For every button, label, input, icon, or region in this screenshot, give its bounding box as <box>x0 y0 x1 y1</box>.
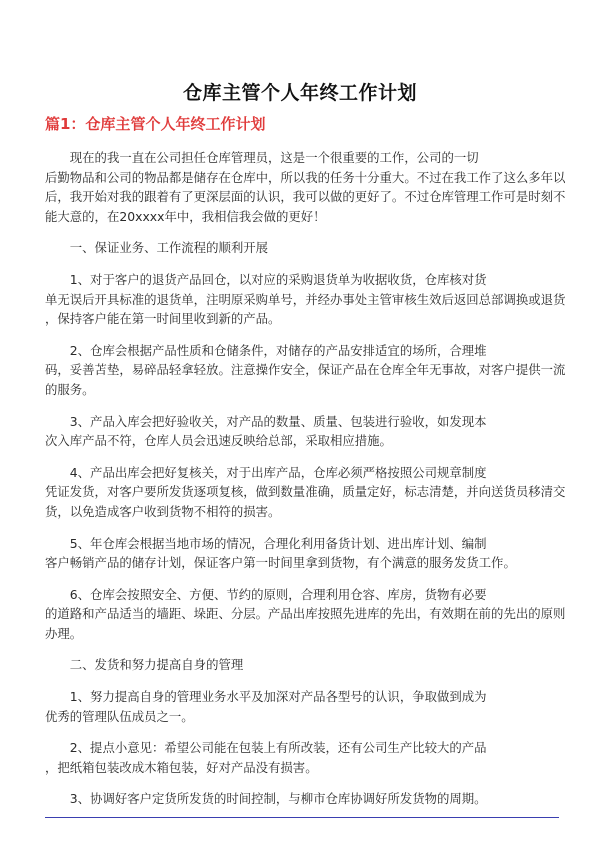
text-line: 办理。 <box>45 625 83 641</box>
text-line: ，把纸箱包装改成木箱包装，好对产品没有损害。 <box>45 759 318 775</box>
text-line: 一、保证业务、工作流程的顺利开展 <box>45 240 269 256</box>
section-heading <box>45 655 559 675</box>
text-line: 现在的我一直在公司担任仓库管理员，这是一个很重要的工作，公司的一切 <box>45 150 479 165</box>
text-line: 6、仓库会按照安全、方便、节约的原则，合理利用仓容、库房，货物有必要 <box>45 586 487 602</box>
text-line: 客户畅销产品的储存计划，保证客户第一时间里拿到货物，有个满意的服务发货工作。 <box>45 555 516 571</box>
text-line: 2、仓库会根据产品性质和仓储条件，对储存的产品安排适宜的场所，合理堆 <box>45 342 487 358</box>
text-line: 1、努力提高自身的管理业务水平及加深对产品各型号的认识，争取做到成为 <box>45 689 487 705</box>
text-line: 次入库产品不符，仓库人员会迅速反映给总部，采取相应措施。 <box>45 433 392 449</box>
paragraph <box>45 341 566 400</box>
text-line: 后勤物品和公司的物品都是储存在仓库中，所以我的任务十分重大。不过在我工作了这么多年以 <box>45 169 566 185</box>
text-line: 3、协调好客户定货所发货的时间控制，与柳市仓库协调好所发货物的周期。 <box>45 791 487 807</box>
section-subtitle: 篇1：仓库主管个人年终工作计划 <box>45 115 266 133</box>
paragraph <box>45 270 566 329</box>
text-line: ，保持客户能在第一时间里收到新的产品。 <box>45 311 281 327</box>
text-line: 码，妥善苫垫，易碎品轻拿轻放。注意操作安全，保证产品在仓库全年无事故，对客户提供一流 <box>45 362 566 378</box>
paragraph <box>45 687 559 726</box>
section-heading <box>45 238 559 258</box>
text-line: 2、提点小意见：希望公司能在包装上有所改装，还有公司生产比较大的产品 <box>45 740 487 756</box>
text-line: 单无误后开具标准的退货单，注明原采购单号，并经办事处主管审核生效后返回总部调换或退货 <box>45 291 566 307</box>
text-line: 能大意的，在20xxxx年中，我相信我会做的更好！ <box>45 208 326 224</box>
paragraph <box>45 789 559 809</box>
text-line: 的服务。 <box>45 381 95 397</box>
paragraph <box>45 412 559 451</box>
footer-rule <box>45 817 559 818</box>
text-line: 3、产品入库会把好验收关，对产品的数量、质量、包装进行验收，如发现本 <box>45 413 487 429</box>
document-body <box>45 148 566 821</box>
text-line: 的道路和产品适当的墙距、垛距、分层。产品出库按照先进库的先出，有效期在前的先出的原则 <box>45 606 566 622</box>
paragraph <box>45 738 559 777</box>
page-title: 仓库主管个人年终工作计划 <box>182 82 417 104</box>
text-line: 优秀的管理队伍成员之一。 <box>45 708 194 724</box>
text-line: 后，我开始对我的跟着有了更深层面的认识，我可以做的更好了。不过仓库管理工作可是时刻不 <box>45 189 566 205</box>
text-line: 4、产品出库会把好复核关，对于出库产品，仓库必须严格按照公司规章制度 <box>45 464 487 480</box>
paragraph <box>45 585 566 644</box>
text-line: 二、发货和努力提高自身的管理 <box>45 657 244 673</box>
text-line: 1、对于客户的退货产品回仓，以对应的采购退货单为收据收货，仓库核对货 <box>45 271 487 287</box>
paragraph <box>45 148 566 226</box>
text-line: 货，以免造成客户收到货物不相符的损害。 <box>45 503 281 519</box>
text-line: 凭证发货，对客户要所发货逐项复核，做到数量准确，质量定好，标志清楚，并向送货员移清交 <box>45 484 566 500</box>
text-line: 5、年仓库会根据当地市场的情况，合理化利用备货计划、进出库计划、编制 <box>45 535 487 551</box>
paragraph <box>45 534 559 573</box>
paragraph <box>45 463 566 522</box>
